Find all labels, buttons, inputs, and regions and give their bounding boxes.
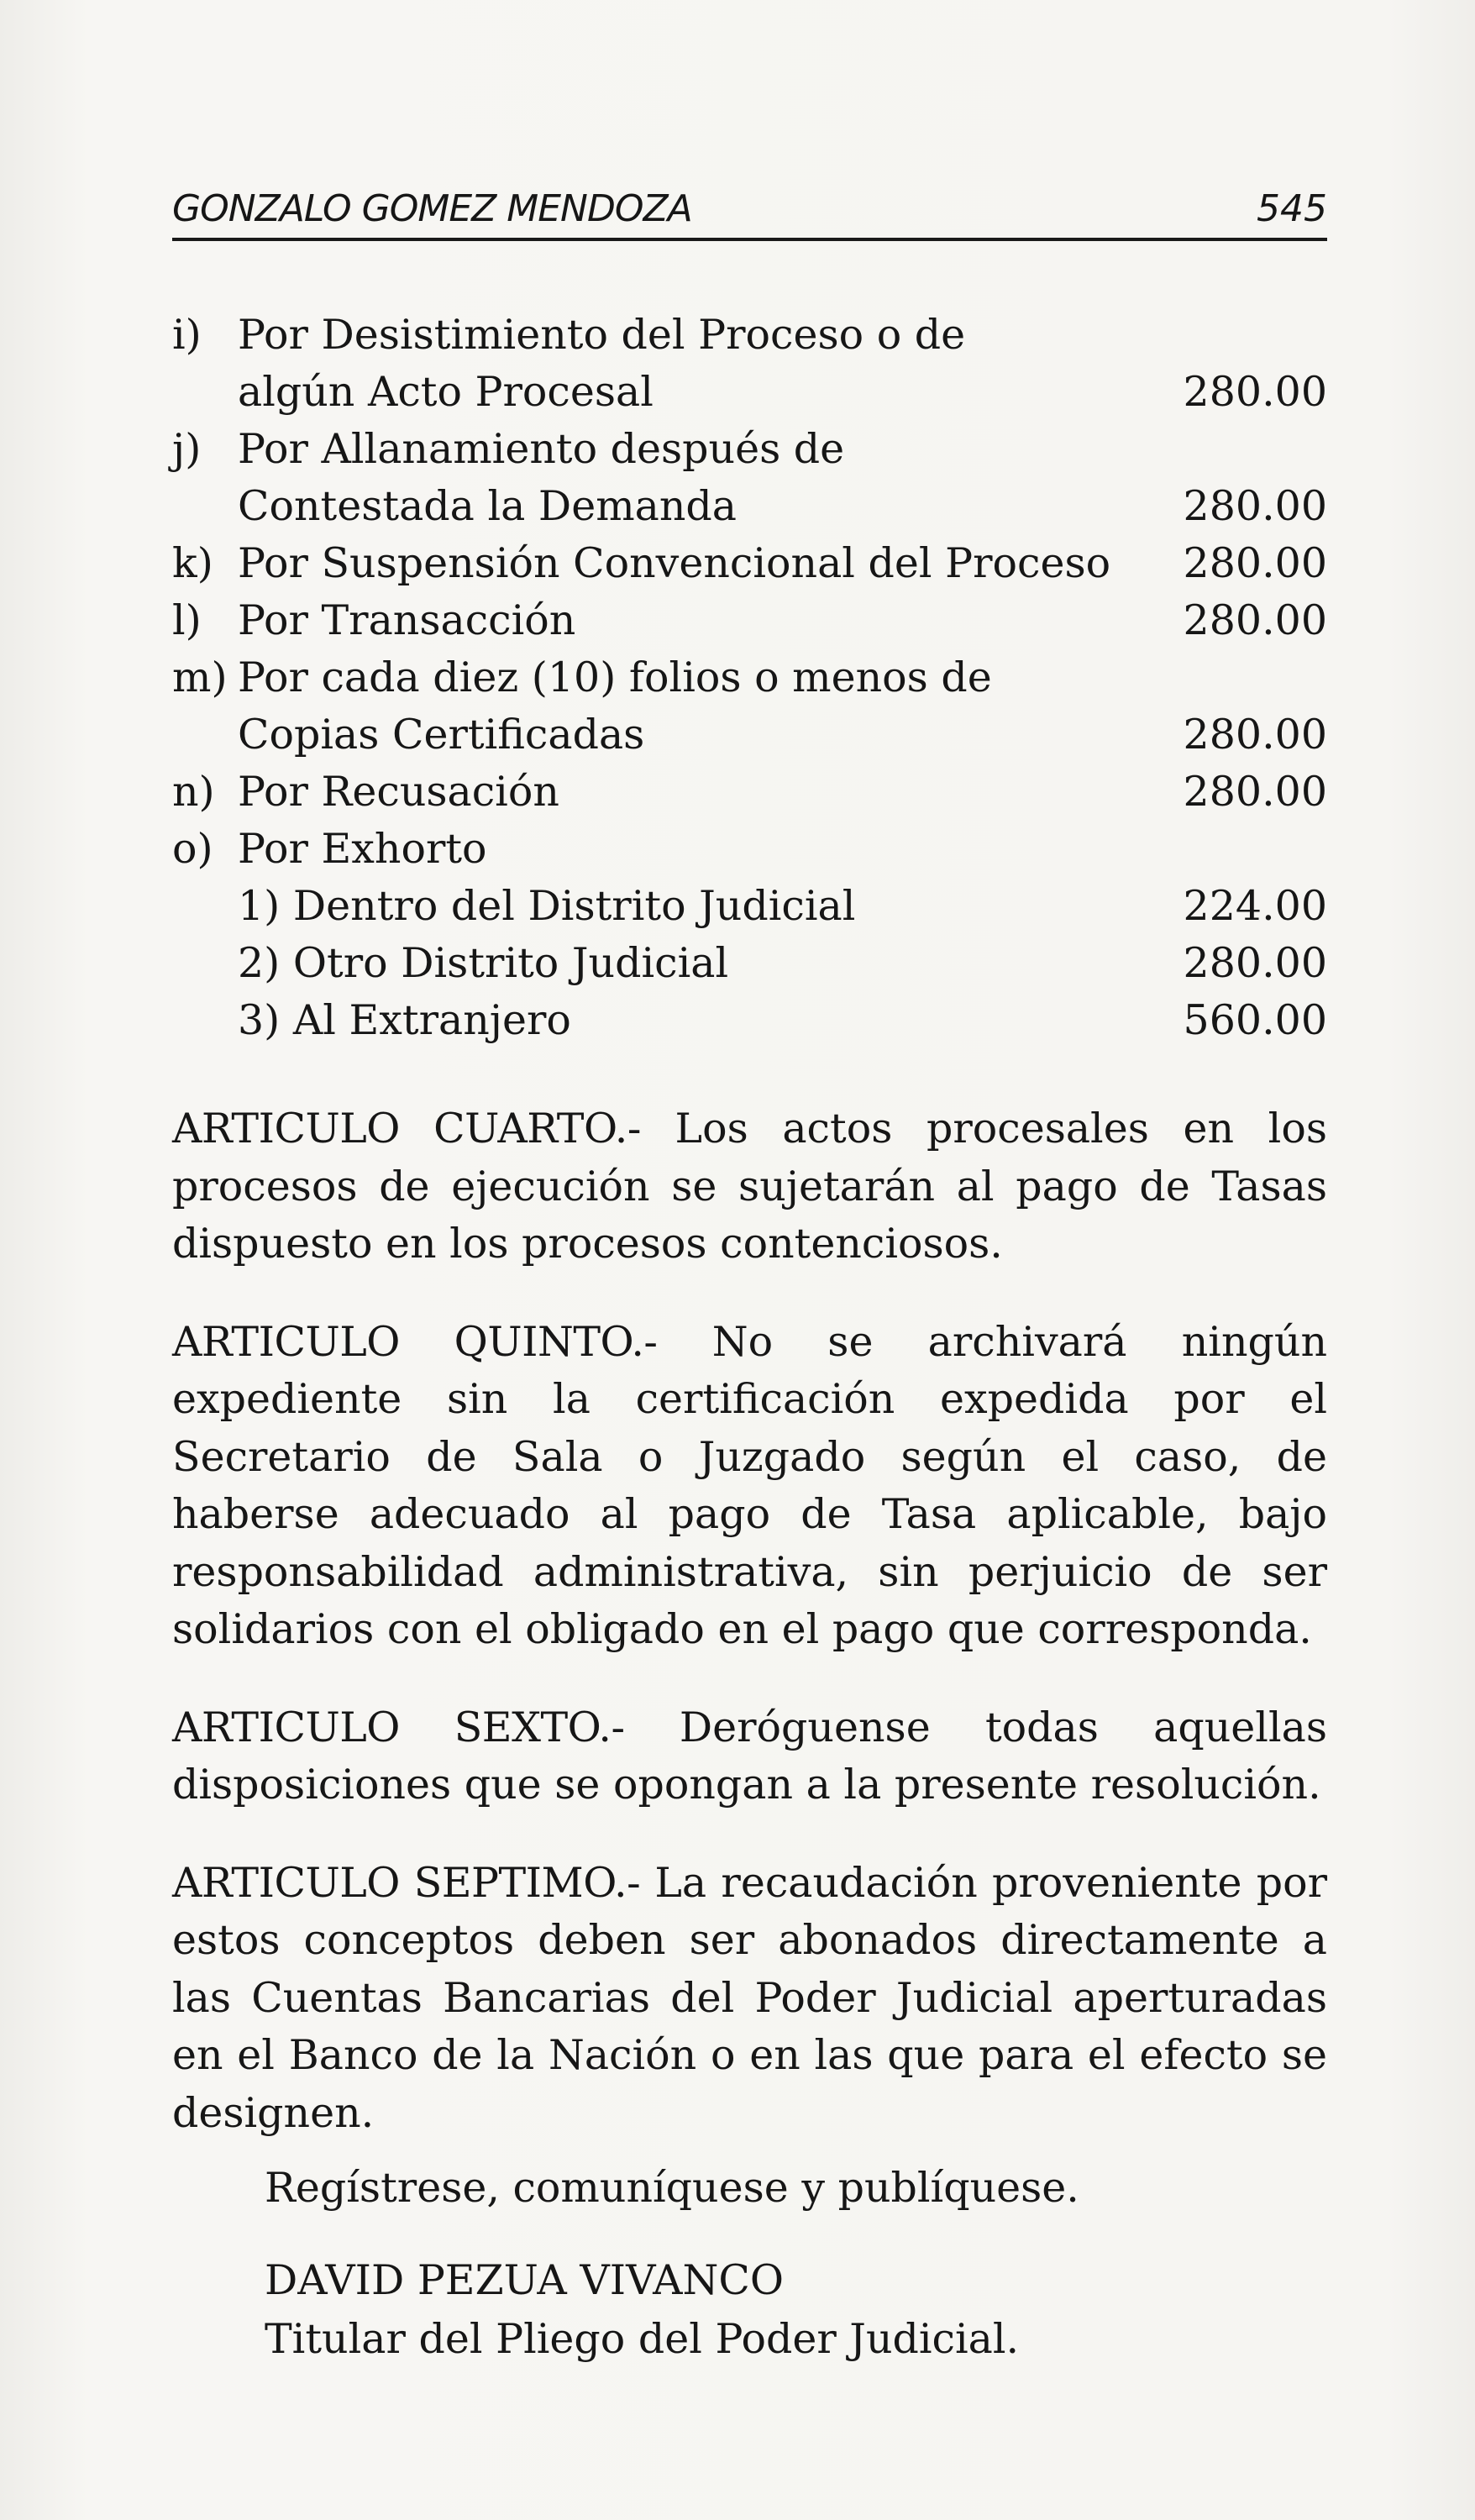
page-number: 545 [1257,187,1327,230]
fee-item-concept: Por Recusación [238,768,559,816]
article-text: Los actos procesales en los procesos de ejecución se sujetarán al pago de Tasas dispuesto en los procesos contenciosos. [172,1105,1327,1268]
fee-item-amount: 280.00 [1183,596,1327,644]
article-quinto [172,1314,1327,1659]
fee-item-concept: Por cada diez (10) folios o menos de [238,654,992,701]
fee-item-amount: 280.00 [1183,711,1327,759]
fee-item-concept: Copias Certificadas [238,711,645,759]
article-sexto [172,1699,1327,1814]
article-cuarto [172,1100,1327,1273]
fee-item-i [172,307,1327,364]
fee-item-k [172,535,1327,592]
exhorto-subitem-2 [172,935,1327,992]
article-label: ARTICULO SEPTIMO.- [172,1858,641,1907]
fee-schedule-list [172,307,1327,1049]
closing-block [172,2159,1327,2369]
fee-item-marker: i) [172,311,202,359]
exhorto-subitem-3 [172,992,1327,1049]
fee-item-amount: 280.00 [1183,482,1327,530]
fee-item-amount: 280.00 [1183,539,1327,587]
exhorto-subitem-amount: 224.00 [1183,882,1327,930]
fee-item-marker: j) [172,425,202,473]
article-text: No se archivará ningún expediente sin la certificación expedida por el Secretario de Sala o Juzgado según el caso, de haberse adecuado al pago de Tasa aplicable, bajo responsabilidad administrativa, sin perjuicio de ser solidarios con el obligado en el pago que corresponda. [172,1317,1327,1653]
fee-item-marker: o) [172,825,213,873]
exhorto-subitem-amount: 560.00 [1183,996,1327,1044]
fee-item-concept: Por Suspensión Convencional del Proceso [238,539,1111,587]
signer-name: DAVID PEZUA VIVANCO [265,2256,785,2304]
fee-item-marker: n) [172,768,215,816]
fee-item-marker: m) [172,654,228,701]
fee-item-concept: Contestada la Demanda [238,482,738,530]
page-header [172,172,1327,239]
fee-item-i-continuation [172,364,1327,421]
fee-item-marker: k) [172,539,213,587]
fee-item-j-continuation [172,478,1327,535]
fee-item-o [172,821,1327,878]
fee-item-marker: l) [172,596,202,644]
exhorto-subitem-1 [172,878,1327,935]
fee-item-concept: Por Allanamiento después de [238,425,845,473]
fee-item-concept: Por Desistimiento del Proceso o de [238,311,966,359]
fee-item-concept: Por Exhorto [238,825,487,873]
closing-formula: Regístrese, comuníquese y publíquese. [265,2164,1079,2212]
fee-item-n [172,764,1327,821]
fee-item-concept: Por Transacción [238,596,576,644]
article-label: ARTICULO CUARTO.- [172,1105,641,1152]
signer-title: Titular del Pliego del Poder Judicial. [265,2315,1020,2363]
fee-item-m-continuation [172,706,1327,764]
fee-item-amount: 280.00 [1183,768,1327,816]
article-text: La recaudación proveniente por estos conceptos deben ser abonados directamente a las Cuentas Bancarias del Poder Judicial aperturadas en el Banco de la Nación o en las que para el efecto se designen. [172,1858,1327,2137]
header-rule [172,238,1327,241]
article-septimo [172,1855,1327,2143]
running-head: GONZALO GOMEZ MENDOZA [172,187,692,230]
articles-section [172,1100,1327,2182]
exhorto-subitem-concept: 3) Al Extranjero [238,996,571,1044]
article-label: ARTICULO SEXTO.- [172,1703,625,1751]
exhorto-subitem-concept: 2) Otro Distrito Judicial [238,939,729,987]
fee-item-j [172,421,1327,478]
article-text: Deróguense todas aquellas disposiciones que se opongan a la presente resolución. [172,1703,1327,1809]
fee-item-concept: algún Acto Procesal [238,368,654,416]
article-label: ARTICULO QUINTO.- [172,1317,658,1366]
exhorto-subitem-concept: 1) Dentro del Distrito Judicial [238,882,856,930]
fee-item-m [172,649,1327,706]
fee-item-l [172,592,1327,649]
exhorto-subitem-amount: 280.00 [1183,939,1327,987]
fee-item-amount: 280.00 [1183,368,1327,416]
